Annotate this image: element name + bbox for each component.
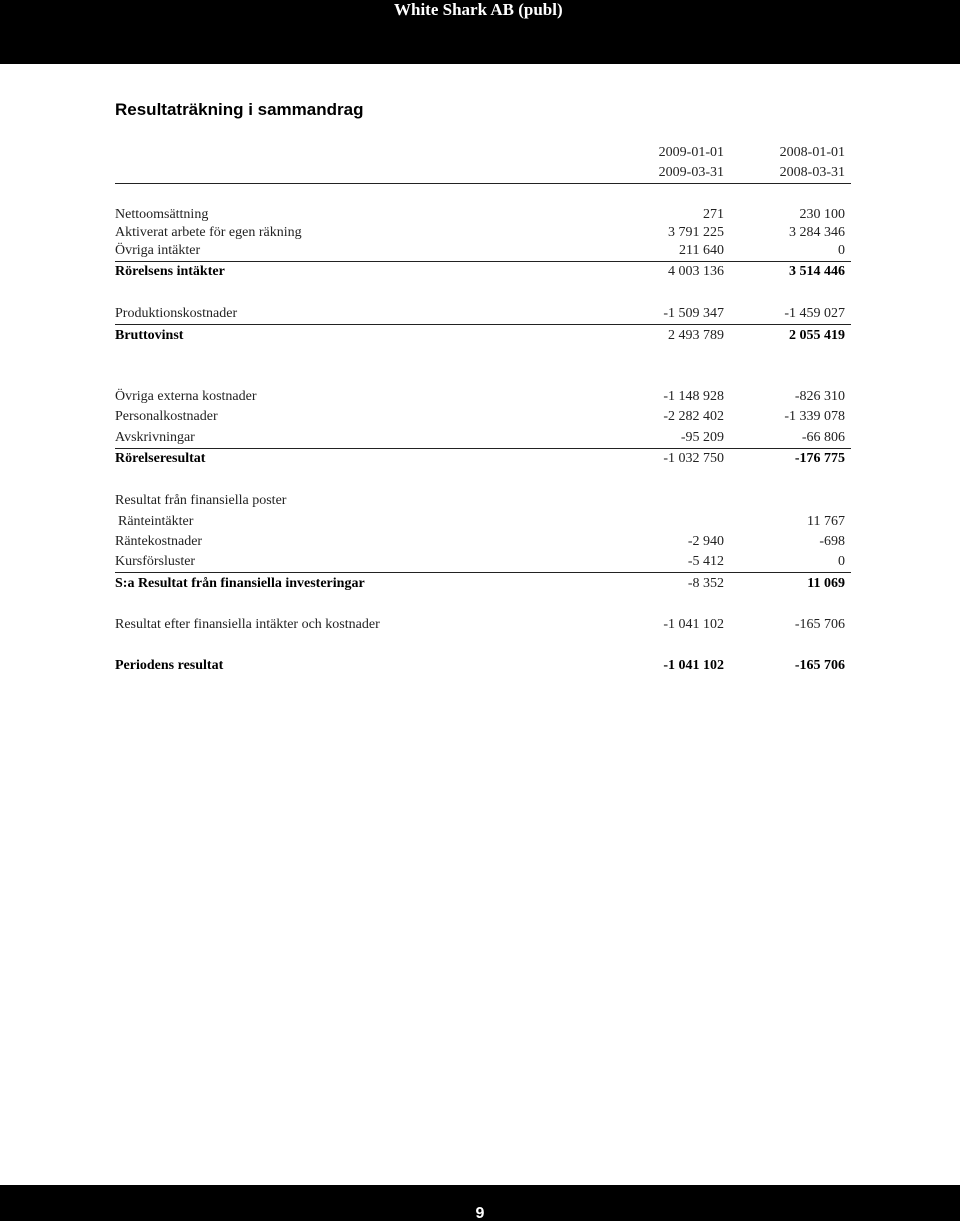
row-value-2009: -2 940: [687, 534, 724, 549]
row-value-2009: -5 412: [687, 554, 724, 569]
row-value-2008: 3 514 446: [789, 264, 845, 279]
row-divider: [115, 324, 851, 325]
row-label: Rörelsens intäkter: [115, 264, 225, 279]
period-2-start: 2008-01-01: [779, 145, 845, 160]
row-label: Nettoomsättning: [115, 207, 209, 222]
table-row: [0, 409, 960, 425]
row-divider: [115, 448, 851, 449]
row-value-2009: 2 493 789: [668, 328, 724, 343]
row-value-2008: -1 339 078: [784, 409, 845, 424]
row-value-2008: 2 055 419: [789, 328, 845, 343]
row-value-2008: 0: [838, 243, 845, 258]
table-row: [0, 328, 960, 344]
row-value-2009: 211 640: [679, 243, 724, 258]
table-row: [0, 554, 960, 570]
row-divider: [115, 261, 851, 262]
row-value-2009: 4 003 136: [668, 264, 724, 279]
row-value-2009: -1 041 102: [663, 658, 724, 673]
row-value-2008: 230 100: [799, 207, 845, 222]
period-1-end: 2009-03-31: [658, 165, 724, 180]
row-value-2008: 11 069: [807, 576, 845, 591]
row-label: Kursförsluster: [115, 554, 196, 569]
table-row-total: [0, 658, 960, 674]
row-divider: [115, 572, 851, 573]
period-2-end: 2008-03-31: [779, 165, 845, 180]
row-label: Rörelseresultat: [115, 451, 206, 466]
row-value-2009: -1 032 750: [663, 451, 724, 466]
row-label: Räntekostnader: [115, 534, 203, 549]
row-value-2008: 11 767: [807, 514, 845, 529]
company-title: White Shark AB (publ): [394, 0, 563, 19]
row-value-2009: -8 352: [687, 576, 724, 591]
row-value-2008: -698: [819, 534, 845, 549]
row-value-2009: -1 148 928: [663, 389, 724, 404]
row-value-2008: -165 706: [794, 658, 845, 673]
row-value-2008: -176 775: [794, 451, 845, 466]
row-value-2008: -66 806: [801, 430, 845, 445]
row-label: Periodens resultat: [115, 658, 224, 673]
table-row: [0, 451, 960, 467]
row-value-2008: -1 459 027: [784, 306, 845, 321]
row-value-2009: -1 041 102: [663, 617, 724, 632]
table-row: [0, 389, 960, 405]
table-row: [0, 617, 960, 633]
period-1-start: 2009-01-01: [658, 145, 724, 160]
table-row: [0, 493, 960, 509]
row-label: Aktiverat arbete för egen räkning: [115, 225, 302, 240]
table-row: [0, 430, 960, 446]
page-footer: [0, 1185, 960, 1221]
table-row: [0, 225, 960, 241]
row-label: Övriga intäkter: [115, 243, 201, 258]
row-value-2009: 3 791 225: [668, 225, 724, 240]
row-value-2009: -1 509 347: [663, 306, 724, 321]
row-value-2009: -95 209: [680, 430, 724, 445]
table-row: [0, 514, 960, 530]
table-row: [0, 207, 960, 223]
row-label: Avskrivningar: [115, 430, 195, 445]
row-label: Resultat från finansiella poster: [115, 493, 287, 508]
table-row: [0, 306, 960, 322]
row-value-2008: 3 284 346: [789, 225, 845, 240]
row-label: Personalkostnader: [115, 409, 218, 424]
table-row: [0, 243, 960, 259]
page-title: Resultaträkning i sammandrag: [115, 100, 364, 119]
row-label: Ränteintäkter: [118, 514, 194, 529]
row-value-2008: -165 706: [794, 617, 845, 632]
page-number: 9: [475, 1205, 485, 1222]
table-row: [0, 264, 960, 280]
row-value-2008: -826 310: [794, 389, 845, 404]
page-header: [0, 0, 960, 64]
row-value-2008: 0: [838, 554, 845, 569]
row-value-2009: 271: [703, 207, 724, 222]
row-label: Övriga externa kostnader: [115, 389, 257, 404]
row-label: Resultat efter finansiella intäkter och kostnader: [115, 617, 380, 632]
row-label: Produktionskostnader: [115, 306, 238, 321]
header-divider: [115, 183, 851, 184]
row-label: S:a Resultat från finansiella investeringar: [115, 576, 365, 591]
row-label: Bruttovinst: [115, 328, 184, 343]
table-row: [0, 576, 960, 592]
table-row: [0, 534, 960, 550]
row-value-2009: -2 282 402: [663, 409, 724, 424]
